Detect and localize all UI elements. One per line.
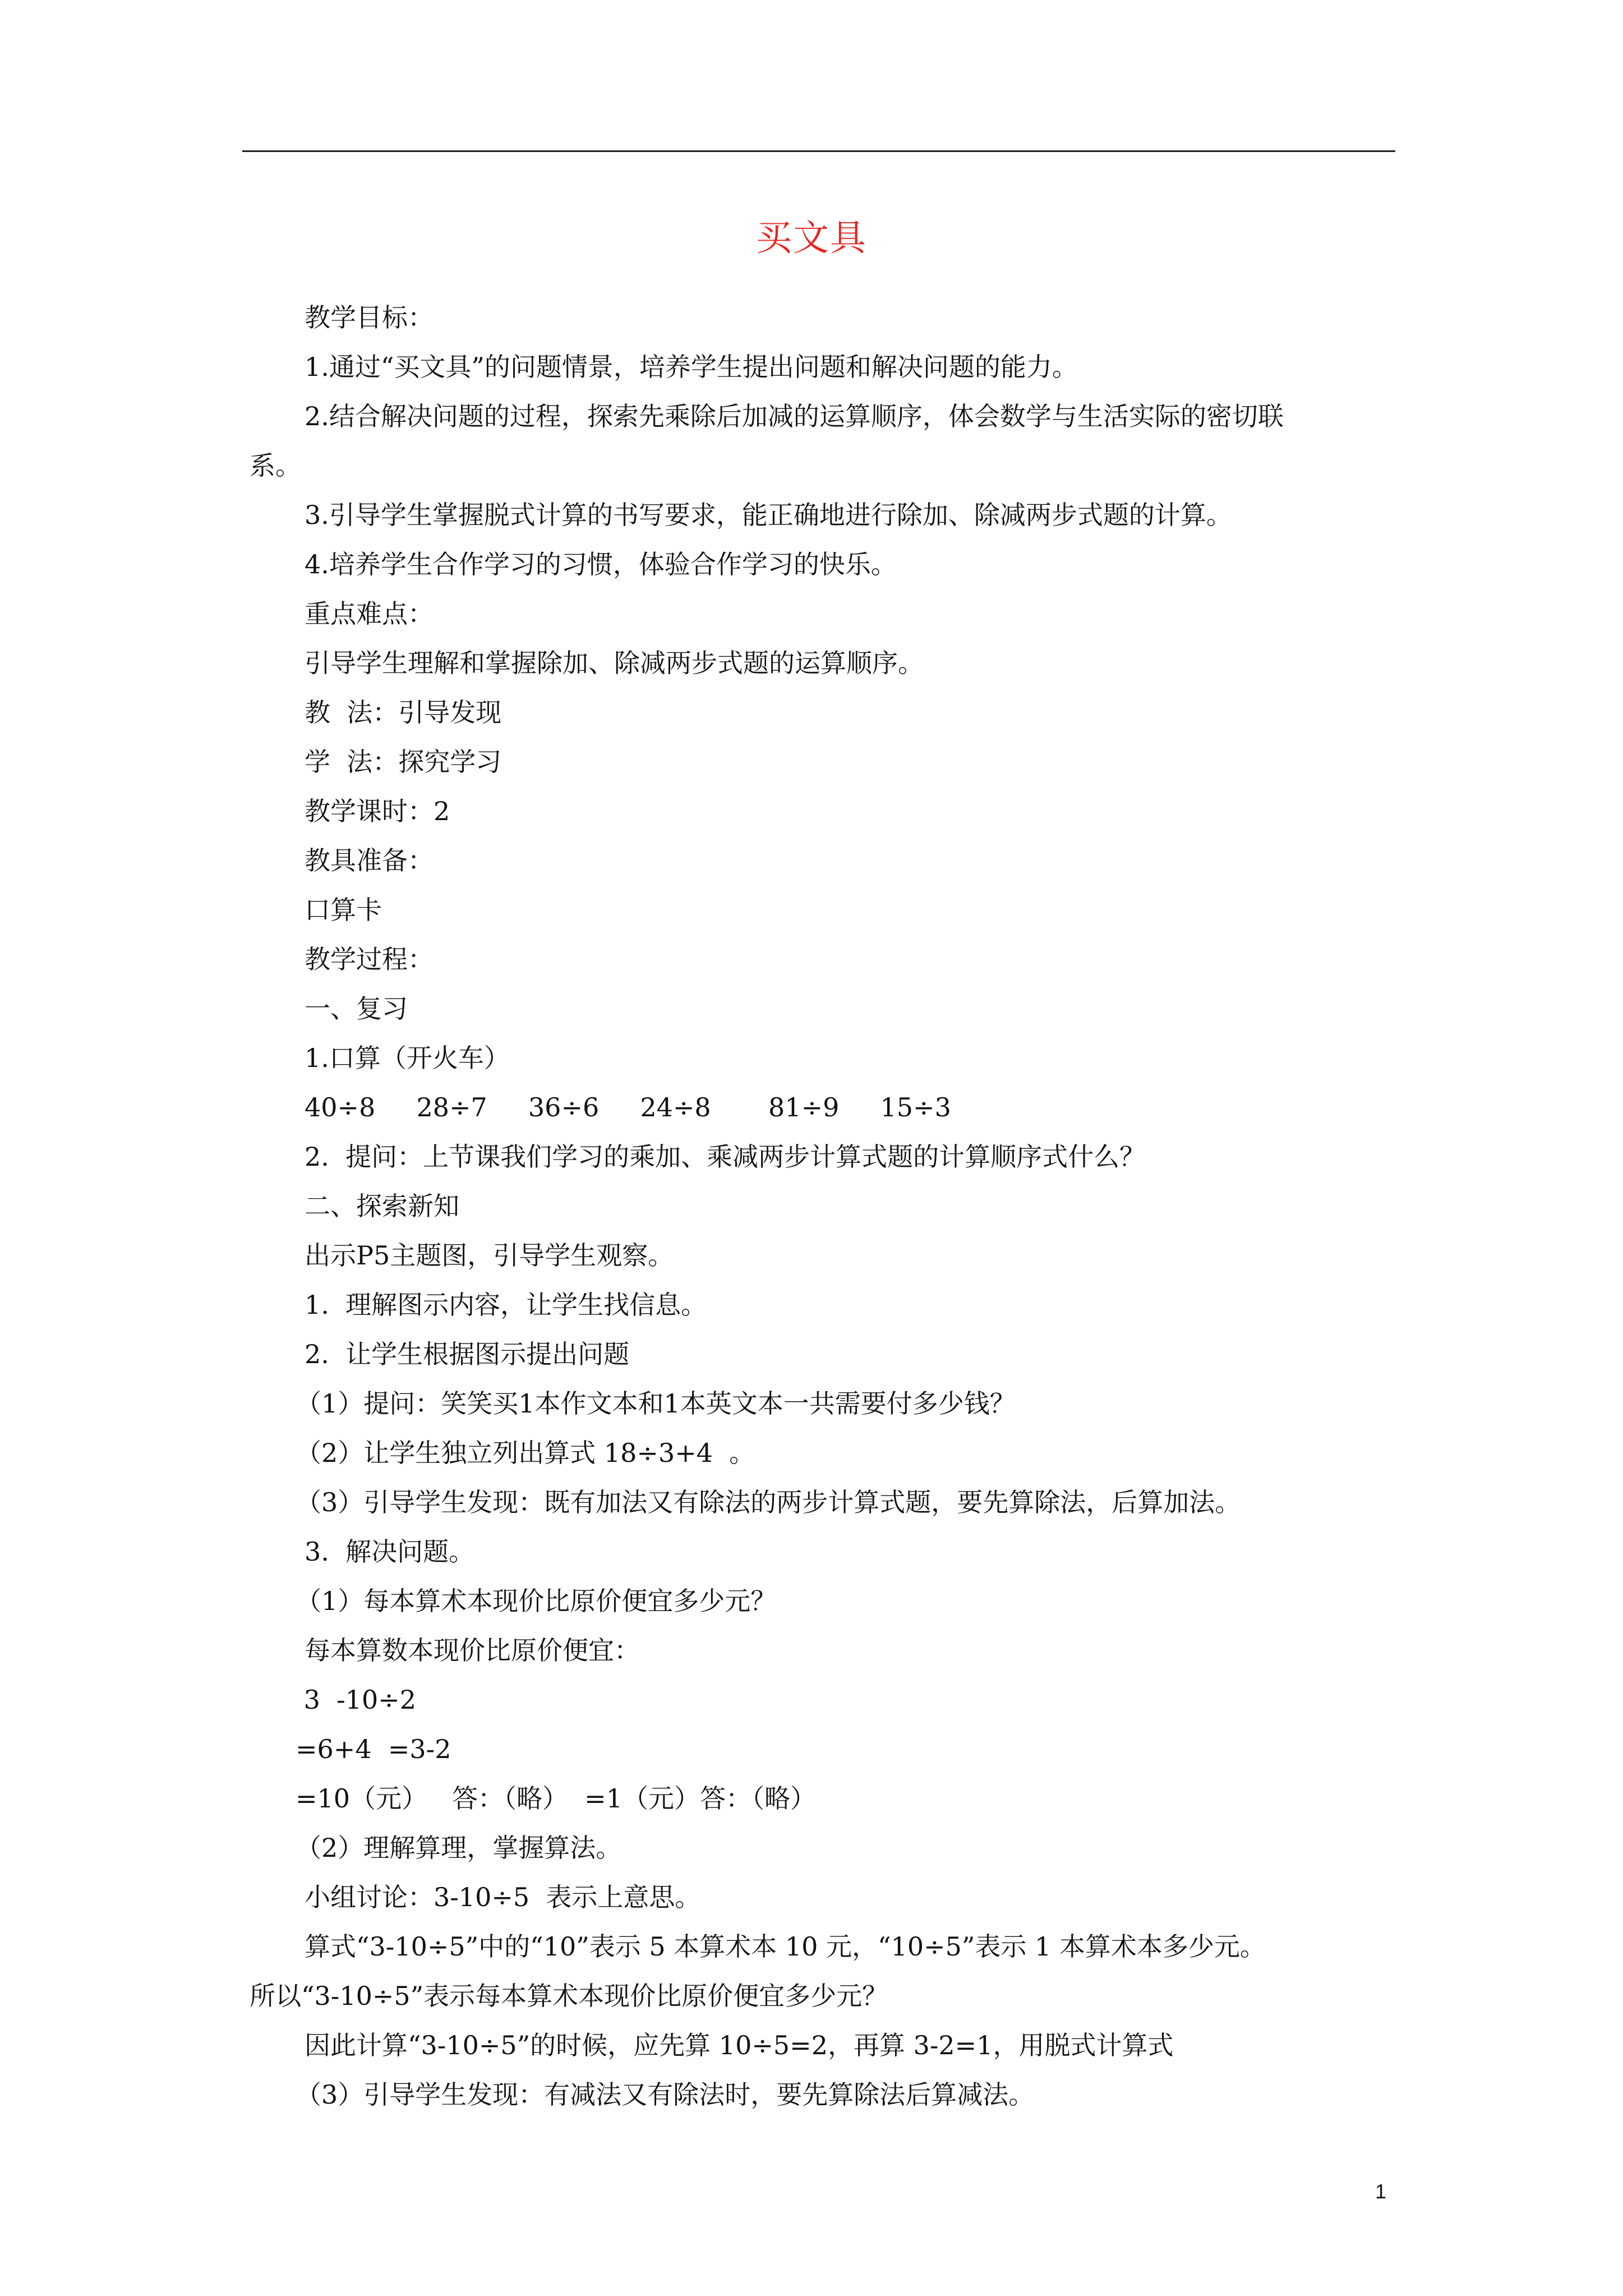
text-line: 教具准备： (305, 845, 434, 876)
text-line: 40÷8 28÷7 36÷6 24÷8 81÷9 15÷3 (305, 1092, 951, 1122)
text-line: 教学课时：2 (305, 796, 450, 826)
text-line: （1）提问：笑笑买1本作文本和1本英文本一共需要付多少钱？ (296, 1388, 1016, 1419)
document-body (250, 293, 1399, 2119)
page-number: 1 (1375, 2180, 1387, 2203)
text-line: 3. 解决问题。 (305, 1536, 475, 1567)
text-line: 学 法：探究学习 (305, 747, 502, 777)
text-line: 教学过程： (305, 944, 434, 974)
text-line: （1）每本算术本现价比原价便宜多少元？ (296, 1586, 777, 1616)
text-line: （2）让学生独立列出算式 18÷3+4 。 (296, 1438, 755, 1468)
text-line: （3）引导学生发现：有减法又有除法时，要先算除法后算减法。 (296, 2079, 1035, 2110)
text-line: 口算卡 (305, 895, 382, 925)
text-line: 引导学生理解和掌握除加、除减两步式题的运算顺序。 (305, 648, 924, 678)
text-line: 所以“3-10÷5”表示每本算术本现价比原价便宜多少元？ (250, 1981, 888, 2011)
text-line: 1.口算（开火车） (305, 1043, 510, 1073)
text-line: 4.培养学生合作学习的习惯，体验合作学习的快乐。 (305, 549, 897, 579)
text-line: 教 法：引导发现 (305, 697, 502, 728)
text-line: 二、探索新知 (305, 1191, 459, 1221)
text-line: 1. 理解图示内容，让学生找信息。 (305, 1290, 707, 1320)
header-rule (242, 150, 1395, 152)
text-line: 3 -10÷2 (296, 1685, 417, 1715)
text-line: 系。 (250, 450, 301, 481)
text-line: 算式“3-10÷5”中的“10”表示 5 本算术本 10 元，“10÷5”表示 1 本算术本多少元。 (305, 1931, 1266, 1962)
text-line: 每本算数本现价比原价便宜： (305, 1635, 640, 1665)
text-line: 2. 提问：上节课我们学习的乘加、乘减两步计算式题的计算顺序式什么？ (305, 1142, 1146, 1172)
text-line: 教学目标： (305, 302, 434, 333)
text-line: （3）引导学生发现：既有加法又有除法的两步计算式题，要先算除法，后算加法。 (296, 1487, 1241, 1517)
document-title: 买文具 (756, 218, 867, 259)
text-line: 重点难点： (305, 599, 434, 629)
text-line: 小组讨论：3-10÷5 表示上意思。 (305, 1882, 701, 1912)
text-line: 出示P5主题图，引导学生观察。 (305, 1240, 674, 1271)
text-line: 3.引导学生掌握脱式计算的书写要求，能正确地进行除加、除减两步式题的计算。 (305, 500, 1232, 530)
text-line: 2. 让学生根据图示提出问题 (305, 1339, 630, 1369)
text-line: 因此计算“3-10÷5”的时候，应先算 10÷5=2，再算 3-2=1，用脱式计算式 (305, 2030, 1174, 2060)
text-line: 一、复习 (305, 993, 408, 1024)
text-line: 2.结合解决问题的过程，探索先乘除后加减的运算顺序，体会数学与生活实际的密切联 (305, 401, 1284, 431)
text-line: =10（元） 答：（略） =1（元）答：（略） (296, 1783, 816, 1814)
text-line: =6+4 =3-2 (296, 1734, 451, 1764)
text-line: （2）理解算理，掌握算法。 (296, 1833, 622, 1863)
text-line: 1.通过“买文具”的问题情景，培养学生提出问题和解决问题的能力。 (305, 352, 1078, 382)
